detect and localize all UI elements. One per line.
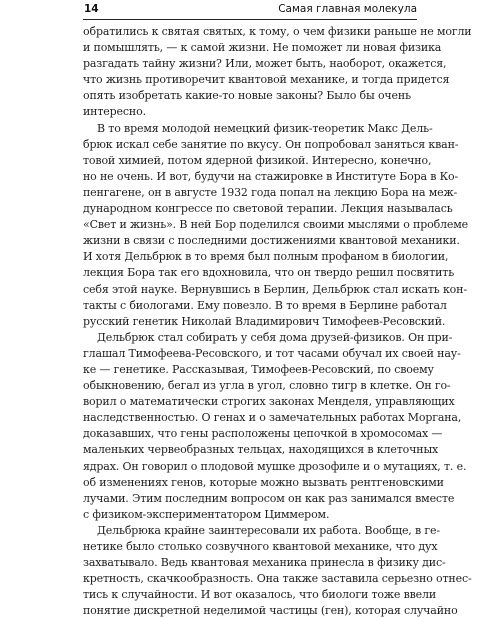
running-title: Самая главная молекула [278, 3, 417, 15]
text-line: разгадать тайну жизни? Или, может быть, наоборот, окажется, [83, 57, 447, 71]
text-line: глашал Тимофеева-Ресовского, и тот часами обучал их своей нау- [83, 346, 461, 360]
page-header [83, 0, 417, 20]
text-line: русский генетик Николай Владимирович Тимофеев-Ресовский. [83, 314, 446, 328]
text-line: тись к случайности. И вот оказалось, что биологи тоже ввели [83, 588, 437, 602]
text-line: доказавших, что гены расположены цепочкой в хромосомах — [83, 427, 443, 441]
text-line: товой химией, потом ядерной физикой. Интересно, конечно, [83, 153, 432, 167]
page-number: 14 [84, 3, 99, 15]
text-line: лекция Бора так его вдохновила, что он твердо решил посвятить [83, 266, 455, 280]
text-line: лучами. Этим последним вопросом он как раз занимался вместе [83, 491, 455, 505]
text-line: дународном конгрессе по световой терапии. Лекция называлась [83, 202, 453, 216]
text-line: жизни в связи с последними достижениями квантовой механики. [83, 234, 460, 248]
text-line: Дельбрюк стал собирать у себя дома друзей-физиков. Он при- [97, 330, 453, 344]
text-line: захватывало. Ведь квантовая механика принесла в физику дис- [83, 556, 446, 570]
text-line: обыкновению, бегал из угла в угол, словно тигр в клетке. Он го- [83, 379, 451, 393]
text-line: Дельбрюка крайне заинтересовали их работа. Вообще, в ге- [97, 523, 440, 537]
text-line: но не очень. И вот, будучи на стажировке в Институте Бора в Ко- [83, 169, 459, 183]
text-line: пенгагене, он в августе 1932 года попал на лекцию Бора на меж- [83, 185, 458, 199]
text-line: интересно. [83, 105, 146, 119]
text-line: такты с биологами. Ему повезло. В то время в Берлине работал [83, 298, 447, 312]
text-line: наследственностью. О генах и о замечательных работах Моргана, [83, 411, 462, 425]
header-rule [83, 19, 417, 20]
text-line: ворил о математически строгих законах Менделя, управляющих [83, 395, 455, 409]
text-line: И хотя Дельбрюк в то время был полным профаном в биологии, [83, 250, 449, 264]
text-line: опять изобретать какие-то новые законы? Было бы очень [83, 89, 411, 103]
text-line: понятие дискретной неделимой частицы (ген), которая случайно [83, 604, 458, 618]
text-line: себя этой науке. Вернувшись в Берлин, Дельбрюк стал искать кон- [83, 282, 467, 296]
text-line: брюк искал себе занятие по вкусу. Он попробовал заняться кван- [83, 137, 459, 151]
text-line: маленьких червеобразных тельцах, находящихся в клеточных [83, 443, 439, 457]
body-text [83, 24, 472, 619]
text-line: кретность, скачкообразность. Она также заставила серьезно отнес- [83, 572, 472, 586]
text-line: нетике было столько созвучного квантовой механике, что дух [83, 540, 438, 553]
text-line: с физиком-экспериментатором Циммером. [83, 507, 330, 521]
text-line: «Свет и жизнь». В ней Бор поделился своими мыслями о проблеме [83, 218, 469, 232]
text-line: что жизнь противоречит квантовой механике, и тогда придется [83, 73, 450, 87]
text-line: В то время молодой немецкий физик-теоретик Макс Дель- [97, 121, 433, 135]
text-line: ке — генетике. Рассказывая, Тимофеев-Ресовский, по своему [83, 362, 434, 376]
text-line: ядрах. Он говорил о плодовой мушке дрозофиле и о мутациях, т. е. [83, 459, 467, 473]
text-line: и помышлять, — к самой жизни. Не поможет ли новая физика [83, 41, 442, 55]
text-line: об изменениях генов, которые можно вызвать рентгеновскими [83, 475, 444, 489]
text-line: обратились к святая святых, к тому, о чем физики раньше не могли [83, 25, 472, 38]
